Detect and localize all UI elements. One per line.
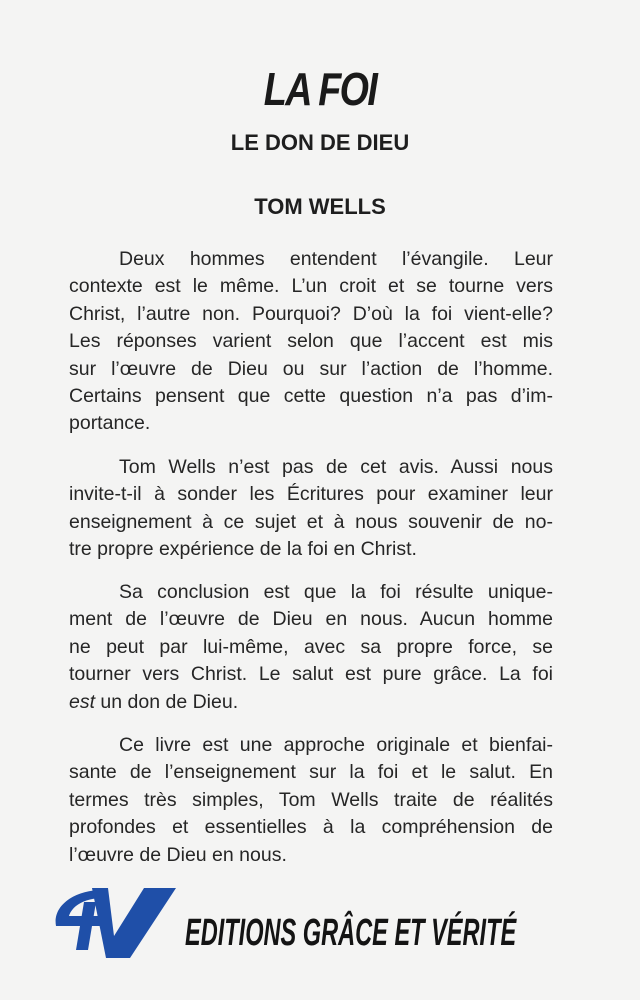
text-line: Les réponses varient selon que l’accent est mis <box>69 330 553 353</box>
book-title: LA FOI <box>263 63 377 115</box>
emphasis-text: est <box>69 690 96 713</box>
blurb-paragraph-1 <box>69 246 553 438</box>
text-line: Tom Wells n’est pas de cet avis. Aussi nous <box>119 456 553 478</box>
text-line: Ce livre est une approche originale et bienfai- <box>119 734 553 756</box>
text-line: Sa conclusion est que la foi résulte unique- <box>119 581 553 603</box>
publisher-footer <box>48 882 608 972</box>
text-line: l’œuvre de Dieu en nous. <box>69 843 287 866</box>
text-line: enseignement à ce sujet et à nous souvenir de no- <box>69 510 553 533</box>
text-line: tourner vers Christ. Le salut est pure grâce. La foi <box>69 663 553 686</box>
text-line: Christ, l’autre non. Pourquoi? D’où la foi vient-elle? <box>69 302 553 325</box>
text-line: profondes et essentielles à la compréhension de <box>69 816 553 839</box>
book-subtitle: LE DON DE DIEU <box>230 130 410 155</box>
text-line: invite-t-il à sonder les Écritures pour examiner leur <box>69 483 553 506</box>
text-fragment: un don de Dieu. <box>95 690 239 713</box>
blurb-paragraph-3 <box>69 579 553 716</box>
text-line: Certains pensent que cette question n’a pas d’im- <box>69 384 553 407</box>
text-line: ment de l’œuvre de Dieu en nous. Aucun homme <box>69 608 553 631</box>
text-line: portance. <box>69 412 151 435</box>
text-line: sante de l’enseignement sur la foi et le salut. En <box>69 761 553 784</box>
blurb-paragraph-2 <box>69 454 553 564</box>
text-line: tre propre expérience de la foi en Christ. <box>69 538 417 561</box>
publisher-name: EDITIONS GRÂCE ET VÉRITÉ <box>185 912 517 954</box>
text-line: Deux hommes entendent l’évangile. Leur <box>119 248 553 270</box>
blurb-paragraph-4 <box>69 732 553 869</box>
text-line: ne peut par lui-même, avec sa propre force, se <box>69 635 553 658</box>
text-line: sur l’œuvre de Dieu ou sur l’action de l’homme. <box>69 357 553 380</box>
text-line: termes très simples, Tom Wells traite de réalités <box>69 788 553 811</box>
text-line <box>69 689 553 716</box>
text-line: contexte est le même. L’un croit et se tourne vers <box>69 275 553 298</box>
publisher-logo-icon <box>48 882 178 962</box>
book-author: TOM WELLS <box>254 194 386 219</box>
